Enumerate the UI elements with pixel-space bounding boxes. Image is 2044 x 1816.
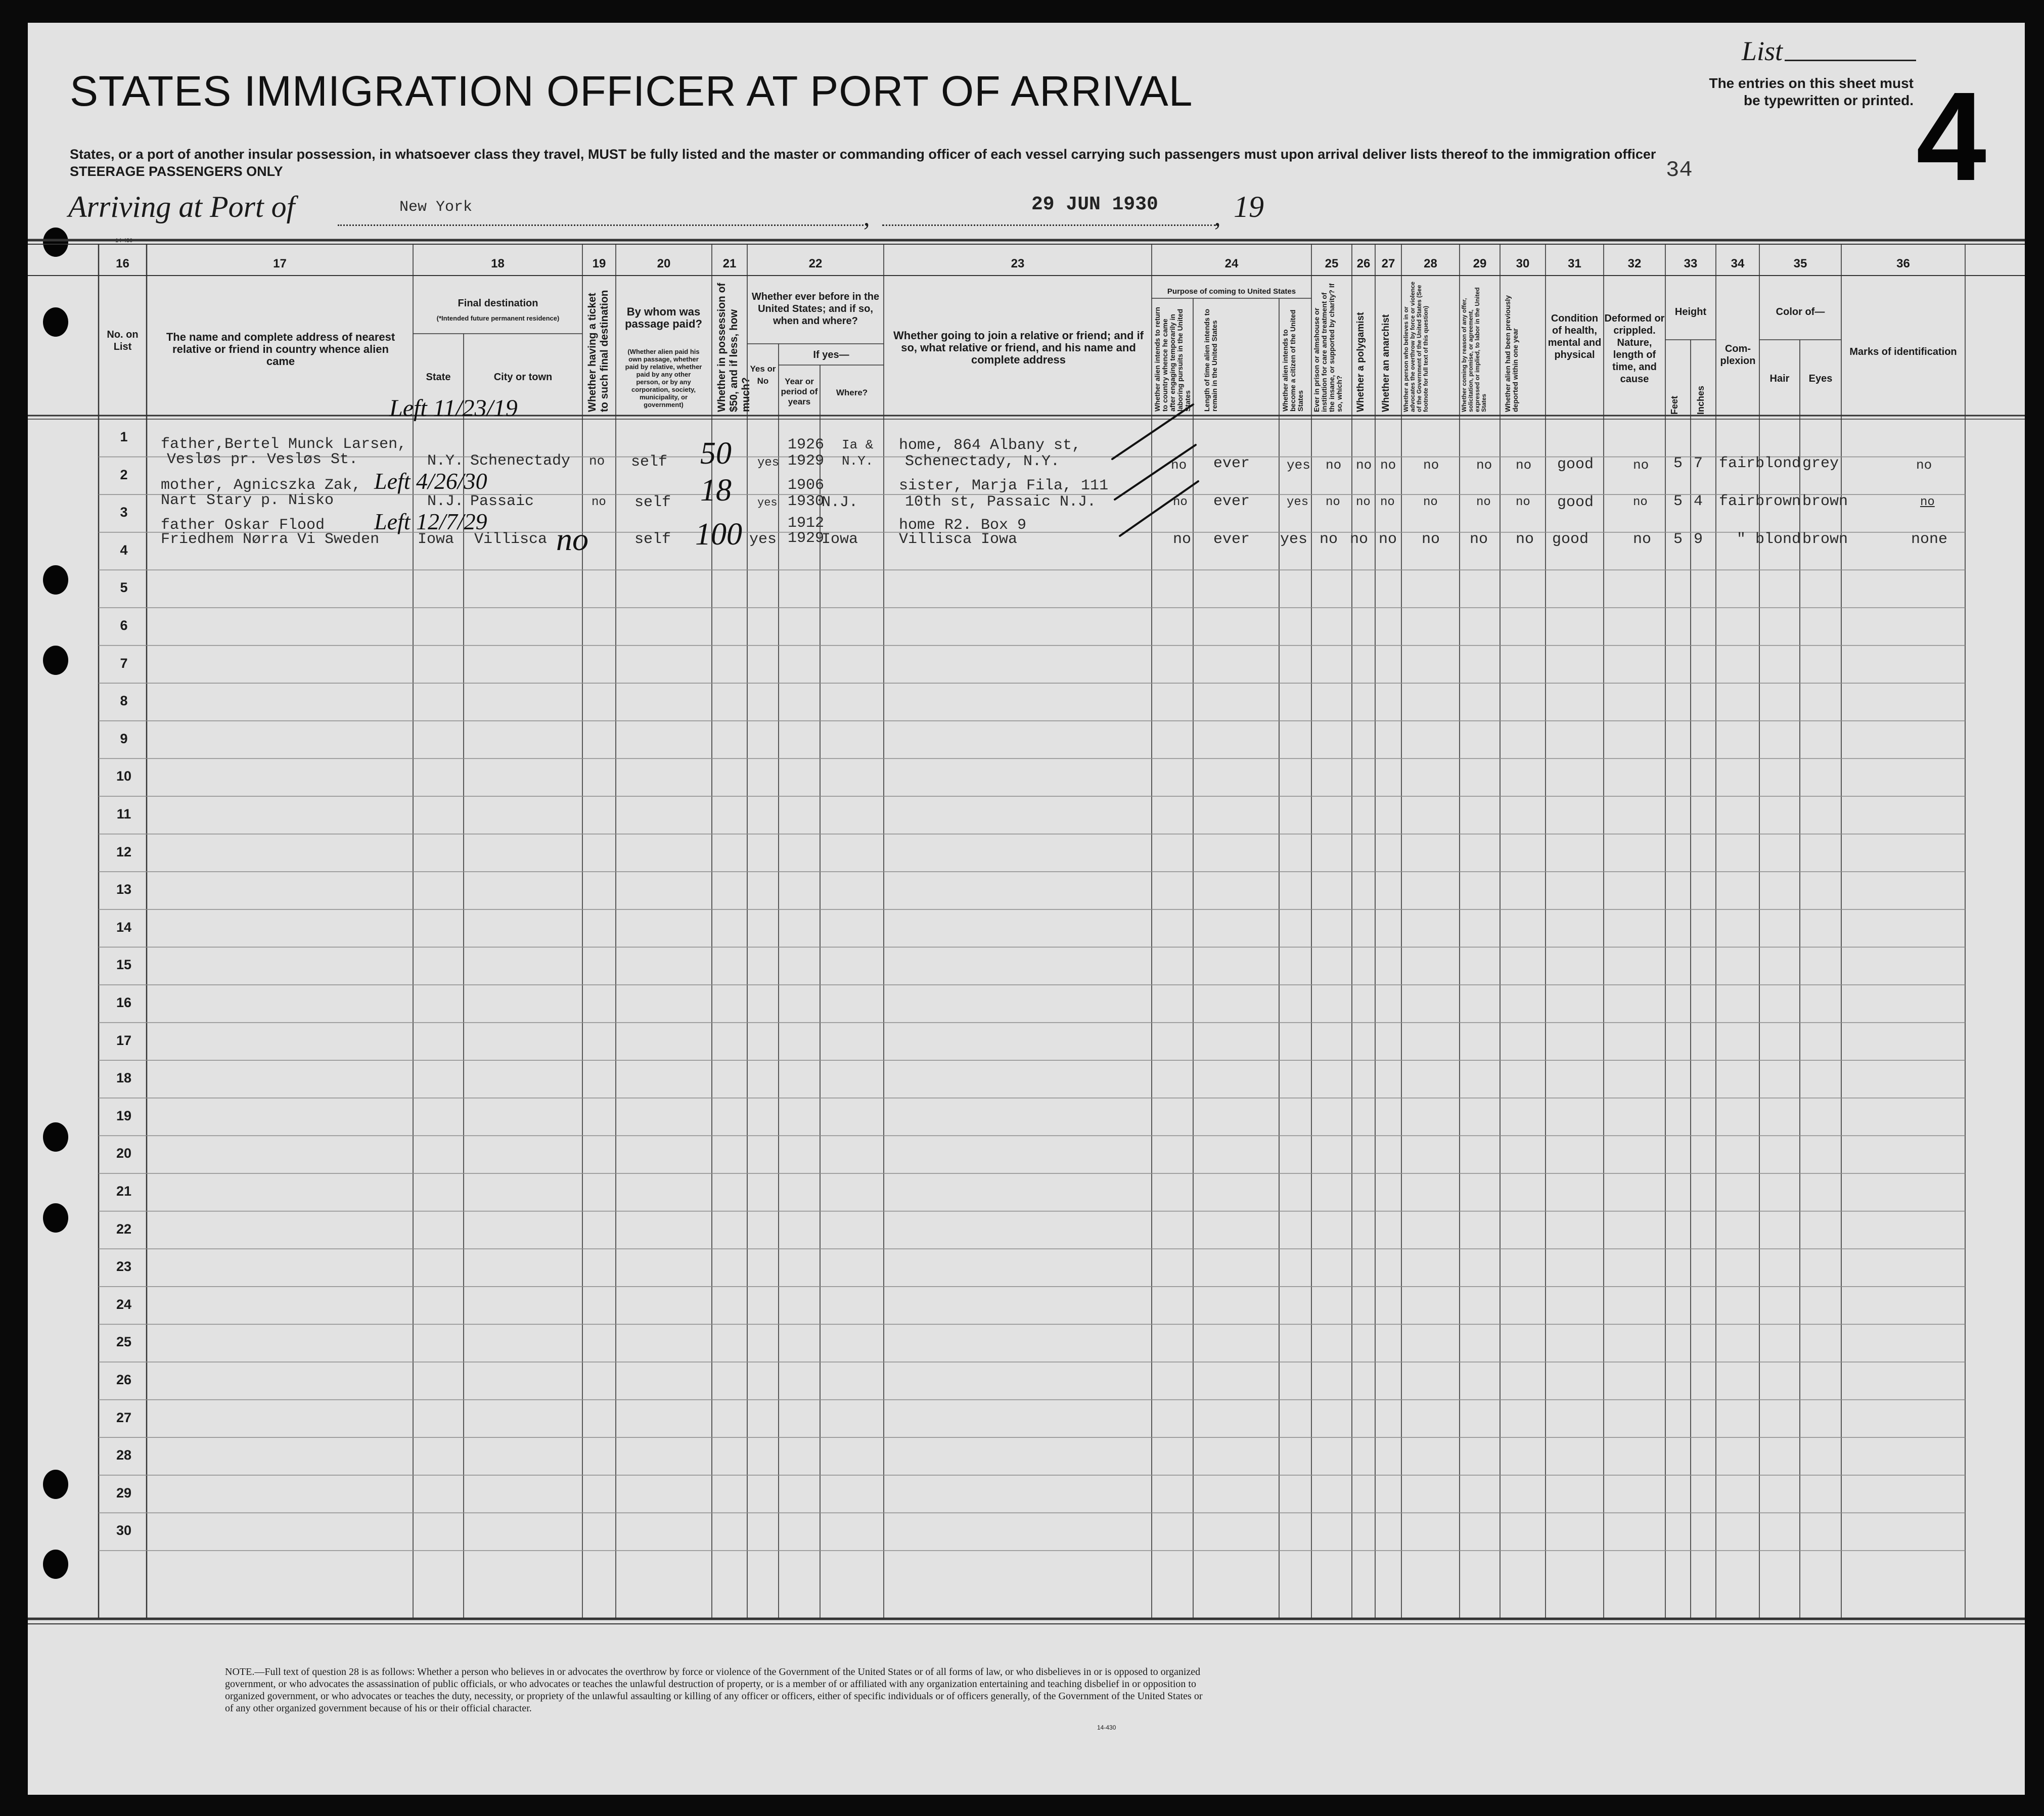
row-number: 27 [116,1410,132,1425]
col-27-header: Whether an anarchist [1381,314,1391,412]
col-32-header: Deformed or crippled. Nature, length of time, and cause [1604,313,1665,385]
col-32-number: 32 [1627,257,1642,270]
relative-line1: mother, Agnicszka Zak, [161,477,361,494]
return: no [1173,495,1188,509]
complexion: fair [1719,455,1756,472]
page-title: STATES IMMIGRATION OFFICER AT PORT OF ARRIVAL [70,67,1193,115]
health: good [1557,494,1594,511]
row-number: 12 [116,844,132,859]
deported: no [1516,495,1530,509]
destination-state: Iowa [418,531,455,548]
citizen: yes [1287,458,1310,473]
date-stamp: 29 JUN 1930 [1031,194,1158,215]
row-number: 29 [116,1485,132,1501]
money: 18 [700,473,732,508]
q28: no [1423,458,1439,473]
paid-by: self [634,494,671,511]
destination-city: Villisca [474,531,548,548]
col-24-sub2: Length of time alien intends to remain in the United States [1203,309,1218,412]
col-23-number: 23 [1011,257,1025,270]
col-20-number: 20 [657,257,671,270]
height-feet: 5 [1673,455,1683,472]
before-years: 1926 1929 [788,436,825,470]
subtitle-line-1: States, or a port of another insular possession, in whatsoever class they travel, MUST be fully listed and the master or commanding officer of each vessel carrying such passengers must upon arrival deliver lists thereof to the immigration officer [70,147,1656,162]
row-number: 13 [116,882,132,897]
money: 100 [695,517,742,552]
row-number: 2 [120,467,128,482]
col-33-inches: Inches [1696,385,1706,415]
col-17-number: 17 [273,257,287,270]
row-number: 6 [120,618,128,633]
polygamist: no [1350,531,1369,548]
health: good [1557,456,1594,473]
departure-annotation: Left 12/7/29 [374,509,487,534]
col-22-number: 22 [808,257,823,270]
col-33-header: Height [1674,306,1707,317]
row-number: 9 [120,731,128,746]
row-number: 18 [116,1070,132,1086]
q29: no [1476,495,1491,509]
col-25-header: Ever in prison or almshouse or institution for care and treatment of the insane, or supported by charity? If so, which? [1312,283,1343,412]
col-22-period: Year or period of years [781,377,818,406]
deformed: no [1633,458,1649,473]
col-24-header: Purpose of coming to United States [1167,287,1296,296]
joining-line2: Schenectady, N.Y. [905,453,1060,470]
form-number: 14-430 [1097,1724,1116,1731]
ticket: no [556,521,588,557]
health: good [1552,531,1589,548]
eye-color: grey [1802,455,1839,472]
eye-color: brown [1802,531,1848,548]
col-18-header: Final destination [458,298,538,309]
polygamist: no [1356,458,1372,473]
col-20-note: (Whether alien paid his own passage, whether paid by relative, whether paid by any other person, or by any corporation, society, municipality, or government) [625,348,702,408]
row-number: 15 [116,957,132,973]
q28: no [1422,531,1440,548]
relative-line2: Vesløs pr. Vesløs St. [167,451,358,468]
col-18-state: State [426,372,451,383]
row-number: 23 [116,1259,132,1275]
complexion: fair [1719,493,1756,510]
col-22-header: Whether ever before in the United States; and if so, when and where? [751,291,880,327]
height-feet: 5 [1673,531,1683,548]
row-number: 3 [120,505,128,520]
comma: , [1214,203,1221,231]
col-24-sub3: Whether alien intends to become a citizen of the United States [1281,309,1304,412]
prison: no [1326,495,1340,509]
col-19-header: Whether having a ticket to such final destination [586,290,610,412]
hair-color: brown [1755,493,1801,510]
relative-line2: Nart Stary p. Nisko [161,492,334,509]
row-number: 5 [120,580,128,596]
col-31-header: Condition of health, mental and physical [1548,313,1602,360]
row-number: 21 [116,1184,132,1199]
height-inches: 9 [1694,531,1703,548]
row-number: 14 [116,919,132,935]
deformed: no [1633,531,1652,548]
destination-state: N.J. [427,493,464,510]
length-of-stay: ever [1213,531,1250,548]
marks: no [1916,458,1932,473]
col-16-number: 16 [116,257,129,270]
before-where: Iowa [822,531,858,548]
col-30-header: Whether alien had been previously deported within one year [1504,295,1519,412]
col-22-yes-no: Yes or No [750,364,776,386]
col-19-number: 19 [592,257,606,270]
joining-line1: home, 864 Albany st, [899,437,1081,454]
ticket: no [589,453,605,469]
col-29-number: 29 [1473,257,1487,270]
joining-line1: home R2. Box 9 [899,517,1027,534]
col-28-header: Whether a person who believes in or advocates the overthrow by force or violence of the Government of the United States (See footnote for full text of this question) [1402,281,1429,412]
col-33-number: 33 [1684,257,1698,270]
col-22-if-yes: If yes— [813,349,849,360]
form-corner-code: 14-430 [115,238,133,244]
return: no [1173,531,1192,548]
list-number: 4 [1916,66,1987,207]
before-years: 1906 1930 [788,477,825,510]
anarchist: no [1380,495,1395,509]
col-23-header: Whether going to join a relative or friend; and if so, what relative or friend, and his name and complete address [893,329,1144,366]
height-inches: 4 [1694,493,1703,510]
marks: no [1920,495,1935,509]
col-31-number: 31 [1568,257,1581,270]
subtitle-line-2: STEERAGE PASSENGERS ONLY [70,164,283,179]
before-where: Ia & N.Y. [842,437,874,469]
comma: , [864,203,870,231]
length-of-stay: ever [1213,493,1250,510]
row-number: 30 [116,1523,132,1538]
row-number: 7 [120,655,128,671]
col-18-number: 18 [491,257,505,270]
destination-city: Schenectady [470,452,571,470]
row-number: 4 [120,542,128,558]
col-35-header: Color of— [1776,306,1825,317]
departure-annotation: Left 4/26/30 [374,468,487,494]
col-18-note: (*Intended future permanent residence) [436,314,560,322]
row-number: 1 [120,429,128,444]
return: no [1171,458,1187,473]
before-where: N.J. [822,494,858,511]
row-number: 20 [116,1146,132,1161]
relative-line1: father,Bertel Munck Larsen, [161,436,407,453]
row-number: 26 [116,1372,132,1387]
col-33-feet: Feet [1669,395,1679,415]
col-18-city: City or town [493,372,553,383]
col-35-eyes: Eyes [1808,373,1833,384]
row-number: 19 [116,1108,132,1123]
anarchist: no [1379,531,1397,548]
marks: none [1911,531,1948,548]
joining-line1: sister, Marja Fila, 111 [899,477,1109,494]
col-26-header: Whether a polygamist [1355,312,1366,412]
row-number: 16 [116,995,132,1010]
footnote: NOTE.—Full text of question 28 is as follows: Whether a person who believes in or advocates the overthrow by force or violence of the Government of the United States or of all forms of law, or who disbelieves in or is opposed to organized government, or who advocates the assassination of public officials, or who advocates or teaches the unlawful destruction of property, or is a member of or affiliated with any organization entertaining and teaching disbelief in or opposition to organized government, or who advocates or teaches the duty, necessity, or propriety of the unlawful assaulting or killing of any officer or officers, either of specific individuals or of officers generally, of the Government of the United States or of any other organized government because of his or their official character. [225,1666,1203,1714]
prison: no [1326,458,1342,473]
list-label: List [1742,36,1783,66]
paid-by: self [634,531,671,548]
eye-color: brown [1802,493,1848,510]
length-of-stay: ever [1213,455,1250,472]
hair-color: blond [1755,455,1801,472]
col-35-number: 35 [1793,257,1807,270]
q29: no [1470,531,1488,548]
deported: no [1516,458,1532,473]
year-prefix: 19 [1234,190,1264,223]
col-29-header: Whether coming by reason of any offer, solicitation, promise, or agreement, expressed or implied, to labor in the United States [1461,287,1487,412]
citizen: yes [1280,531,1308,548]
deformed: no [1633,495,1648,509]
col-26-number: 26 [1356,257,1371,270]
col-21-number: 21 [722,257,737,270]
col-22-where: Where? [836,388,868,397]
col-20-header: By whom was passage paid? [625,305,702,330]
col-16-header: No. on List [107,329,139,352]
before-years: 1912 1929 [788,515,825,547]
col-24-sub1: Whether alien intends to return to country whence he came after engaging temporarily in laboring pursuits in the United States [1153,307,1192,412]
row-number: 10 [116,768,132,784]
col-21-header: Whether in possession of $50, and if less, how much? [716,283,752,412]
destination-city: Passaic [470,493,534,510]
row-number: 25 [116,1334,132,1350]
polygamist: no [1356,495,1371,509]
joining-line2: Villisca Iowa [899,531,1018,548]
before-yes-no: yes [757,496,778,509]
port-value: New York [399,199,473,216]
q29: no [1476,458,1492,473]
citizen: yes [1287,495,1309,509]
col-27-number: 27 [1381,257,1395,270]
prison: no [1320,531,1338,548]
col-24-number: 24 [1224,257,1239,270]
before-yes-no: yes [757,456,780,470]
col-35-hair: Hair [1769,373,1790,384]
row-number: 17 [116,1032,132,1048]
deported: no [1516,531,1534,548]
entries-note: The entries on this sheet must be typewritten or printed. [1709,75,1914,108]
height-feet: 5 [1673,493,1683,510]
col-28-number: 28 [1424,257,1437,270]
money: 50 [700,436,732,471]
row-number: 28 [116,1447,132,1463]
departure-annotation: Left 11/23/19 [389,395,518,422]
row-number: 8 [120,693,128,709]
col-36-number: 36 [1896,257,1910,270]
relative-line1: father Oskar Flood [161,517,325,534]
row-number: 11 [116,806,131,822]
arriving-label: Arriving at Port of [68,190,295,223]
complexion: " [1737,531,1746,548]
col-36-header: Marks of identification [1849,346,1957,357]
col-34-number: 34 [1731,257,1745,270]
ticket: no [592,495,606,509]
joining-line2: 10th st, Passaic N.J. [905,493,1097,511]
destination-state: N.Y. [427,452,464,470]
q28: no [1423,495,1438,509]
hair-color: blond [1755,531,1801,548]
before-yes-no: yes [749,531,777,548]
col-34-header: Com-plexion [1720,343,1756,367]
col-30-number: 30 [1516,257,1530,270]
paid-by: self [631,453,668,471]
row-number: 22 [116,1221,132,1237]
col-25-number: 25 [1325,257,1339,270]
col-17-header: The name and complete address of nearest relative or friend in country whence alien came [166,331,395,368]
height-inches: 7 [1694,455,1703,472]
anarchist: no [1380,458,1396,473]
sheet-number: 34 [1666,158,1693,183]
row-number: 24 [116,1296,132,1312]
relative-line2: Friedhem Nørra Vi Sweden [161,531,380,548]
